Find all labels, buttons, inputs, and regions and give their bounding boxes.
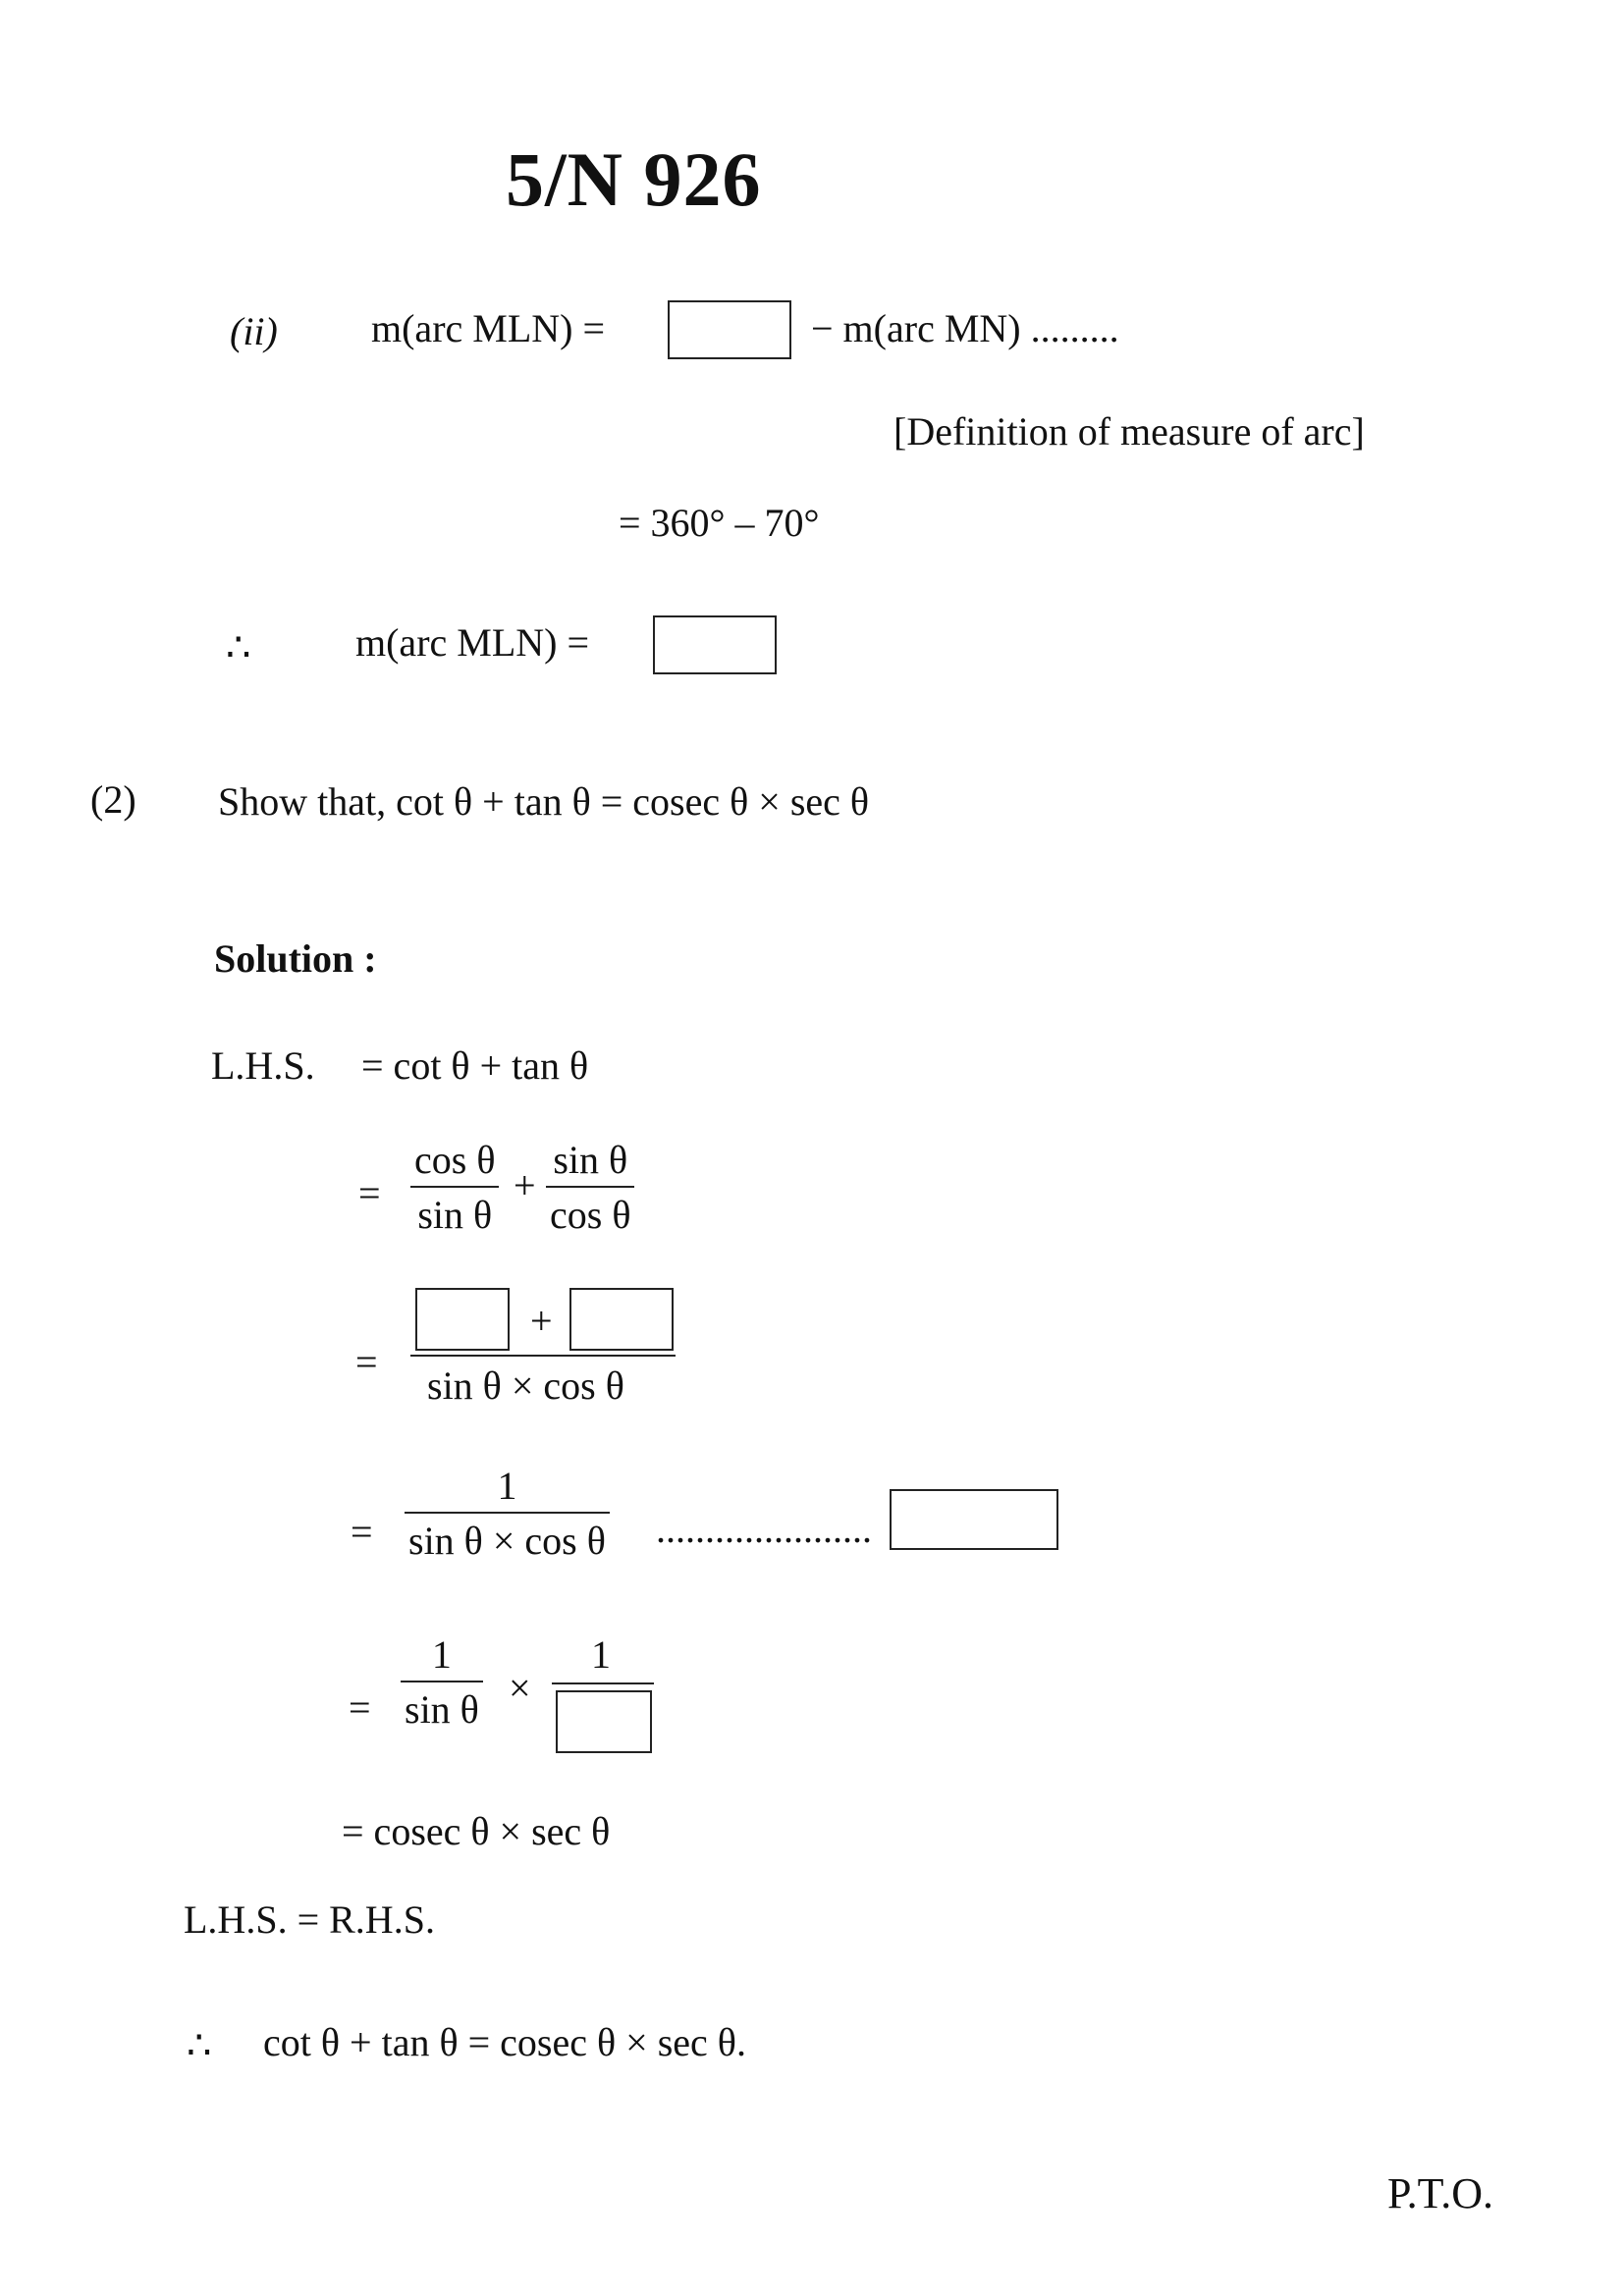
times-sign: ×: [509, 1666, 531, 1710]
final-step: = cosec θ × sec θ: [342, 1809, 611, 1853]
equals-sign: =: [351, 1510, 373, 1554]
therefore-symbol: ∴: [187, 2023, 212, 2067]
fraction-denominator: sin θ: [417, 1193, 493, 1237]
fraction-numerator: 1: [431, 1632, 452, 1677]
fraction-cos-over-sin: [410, 1138, 499, 1237]
fraction-denominator: sin θ × cos θ: [427, 1363, 624, 1408]
plus-sign: +: [530, 1299, 553, 1343]
answer-box-numerator-2[interactable]: [569, 1288, 674, 1351]
part-ii-label: (ii): [230, 309, 278, 353]
arc-calc-step: = 360° – 70°: [619, 501, 820, 545]
question-number: (2): [90, 777, 136, 822]
therefore-symbol: ∴: [226, 625, 251, 669]
fraction-bar: [552, 1682, 654, 1684]
page-turn-over: P.T.O.: [1387, 2169, 1493, 2217]
arc-mn-rhs: − m(arc MN) .........: [811, 306, 1119, 350]
conclusion: cot θ + tan θ = cosec θ × sec θ.: [263, 2020, 746, 2064]
lhs-label: L.H.S.: [211, 1043, 315, 1088]
step-cot-plus-tan: = cot θ + tan θ: [361, 1043, 589, 1088]
arc-mln-result-lhs: m(arc MLN) =: [355, 620, 590, 665]
fraction-numerator: 1: [591, 1632, 611, 1677]
answer-box-arc-mln[interactable]: [653, 615, 777, 674]
answer-box-numerator-1[interactable]: [415, 1288, 510, 1351]
solution-heading: Solution :: [214, 936, 377, 981]
answer-box-identity[interactable]: [890, 1489, 1058, 1550]
reason-definition: [Definition of measure of arc]: [893, 409, 1365, 454]
page-header-code: 5/N 926: [506, 136, 762, 222]
fraction-denominator: sin θ: [405, 1687, 479, 1732]
arc-mln-lhs: m(arc MLN) =: [371, 306, 606, 350]
lhs-equals-rhs: L.H.S. = R.H.S.: [184, 1897, 435, 1942]
plus-sign: +: [514, 1163, 536, 1207]
equals-sign: =: [349, 1685, 371, 1730]
equals-sign: =: [358, 1171, 381, 1215]
question-statement: Show that, cot θ + tan θ = cosec θ × sec θ: [218, 779, 870, 824]
equals-sign: =: [355, 1340, 378, 1384]
fraction-one-over-product: [405, 1464, 610, 1563]
fraction-bar: [410, 1355, 676, 1357]
fraction-denominator: sin θ × cos θ: [408, 1519, 606, 1563]
fraction-denominator: cos θ: [550, 1193, 631, 1237]
answer-box-denominator[interactable]: [556, 1690, 652, 1753]
leader-dots: ......................: [656, 1507, 872, 1551]
fraction-one-over-sin: [401, 1632, 483, 1732]
fraction-numerator: cos θ: [414, 1138, 496, 1182]
fraction-numerator: 1: [497, 1464, 517, 1508]
fraction-sin-over-cos: [546, 1138, 634, 1237]
answer-box-total-arc[interactable]: [668, 300, 791, 359]
fraction-numerator: sin θ: [553, 1138, 628, 1182]
